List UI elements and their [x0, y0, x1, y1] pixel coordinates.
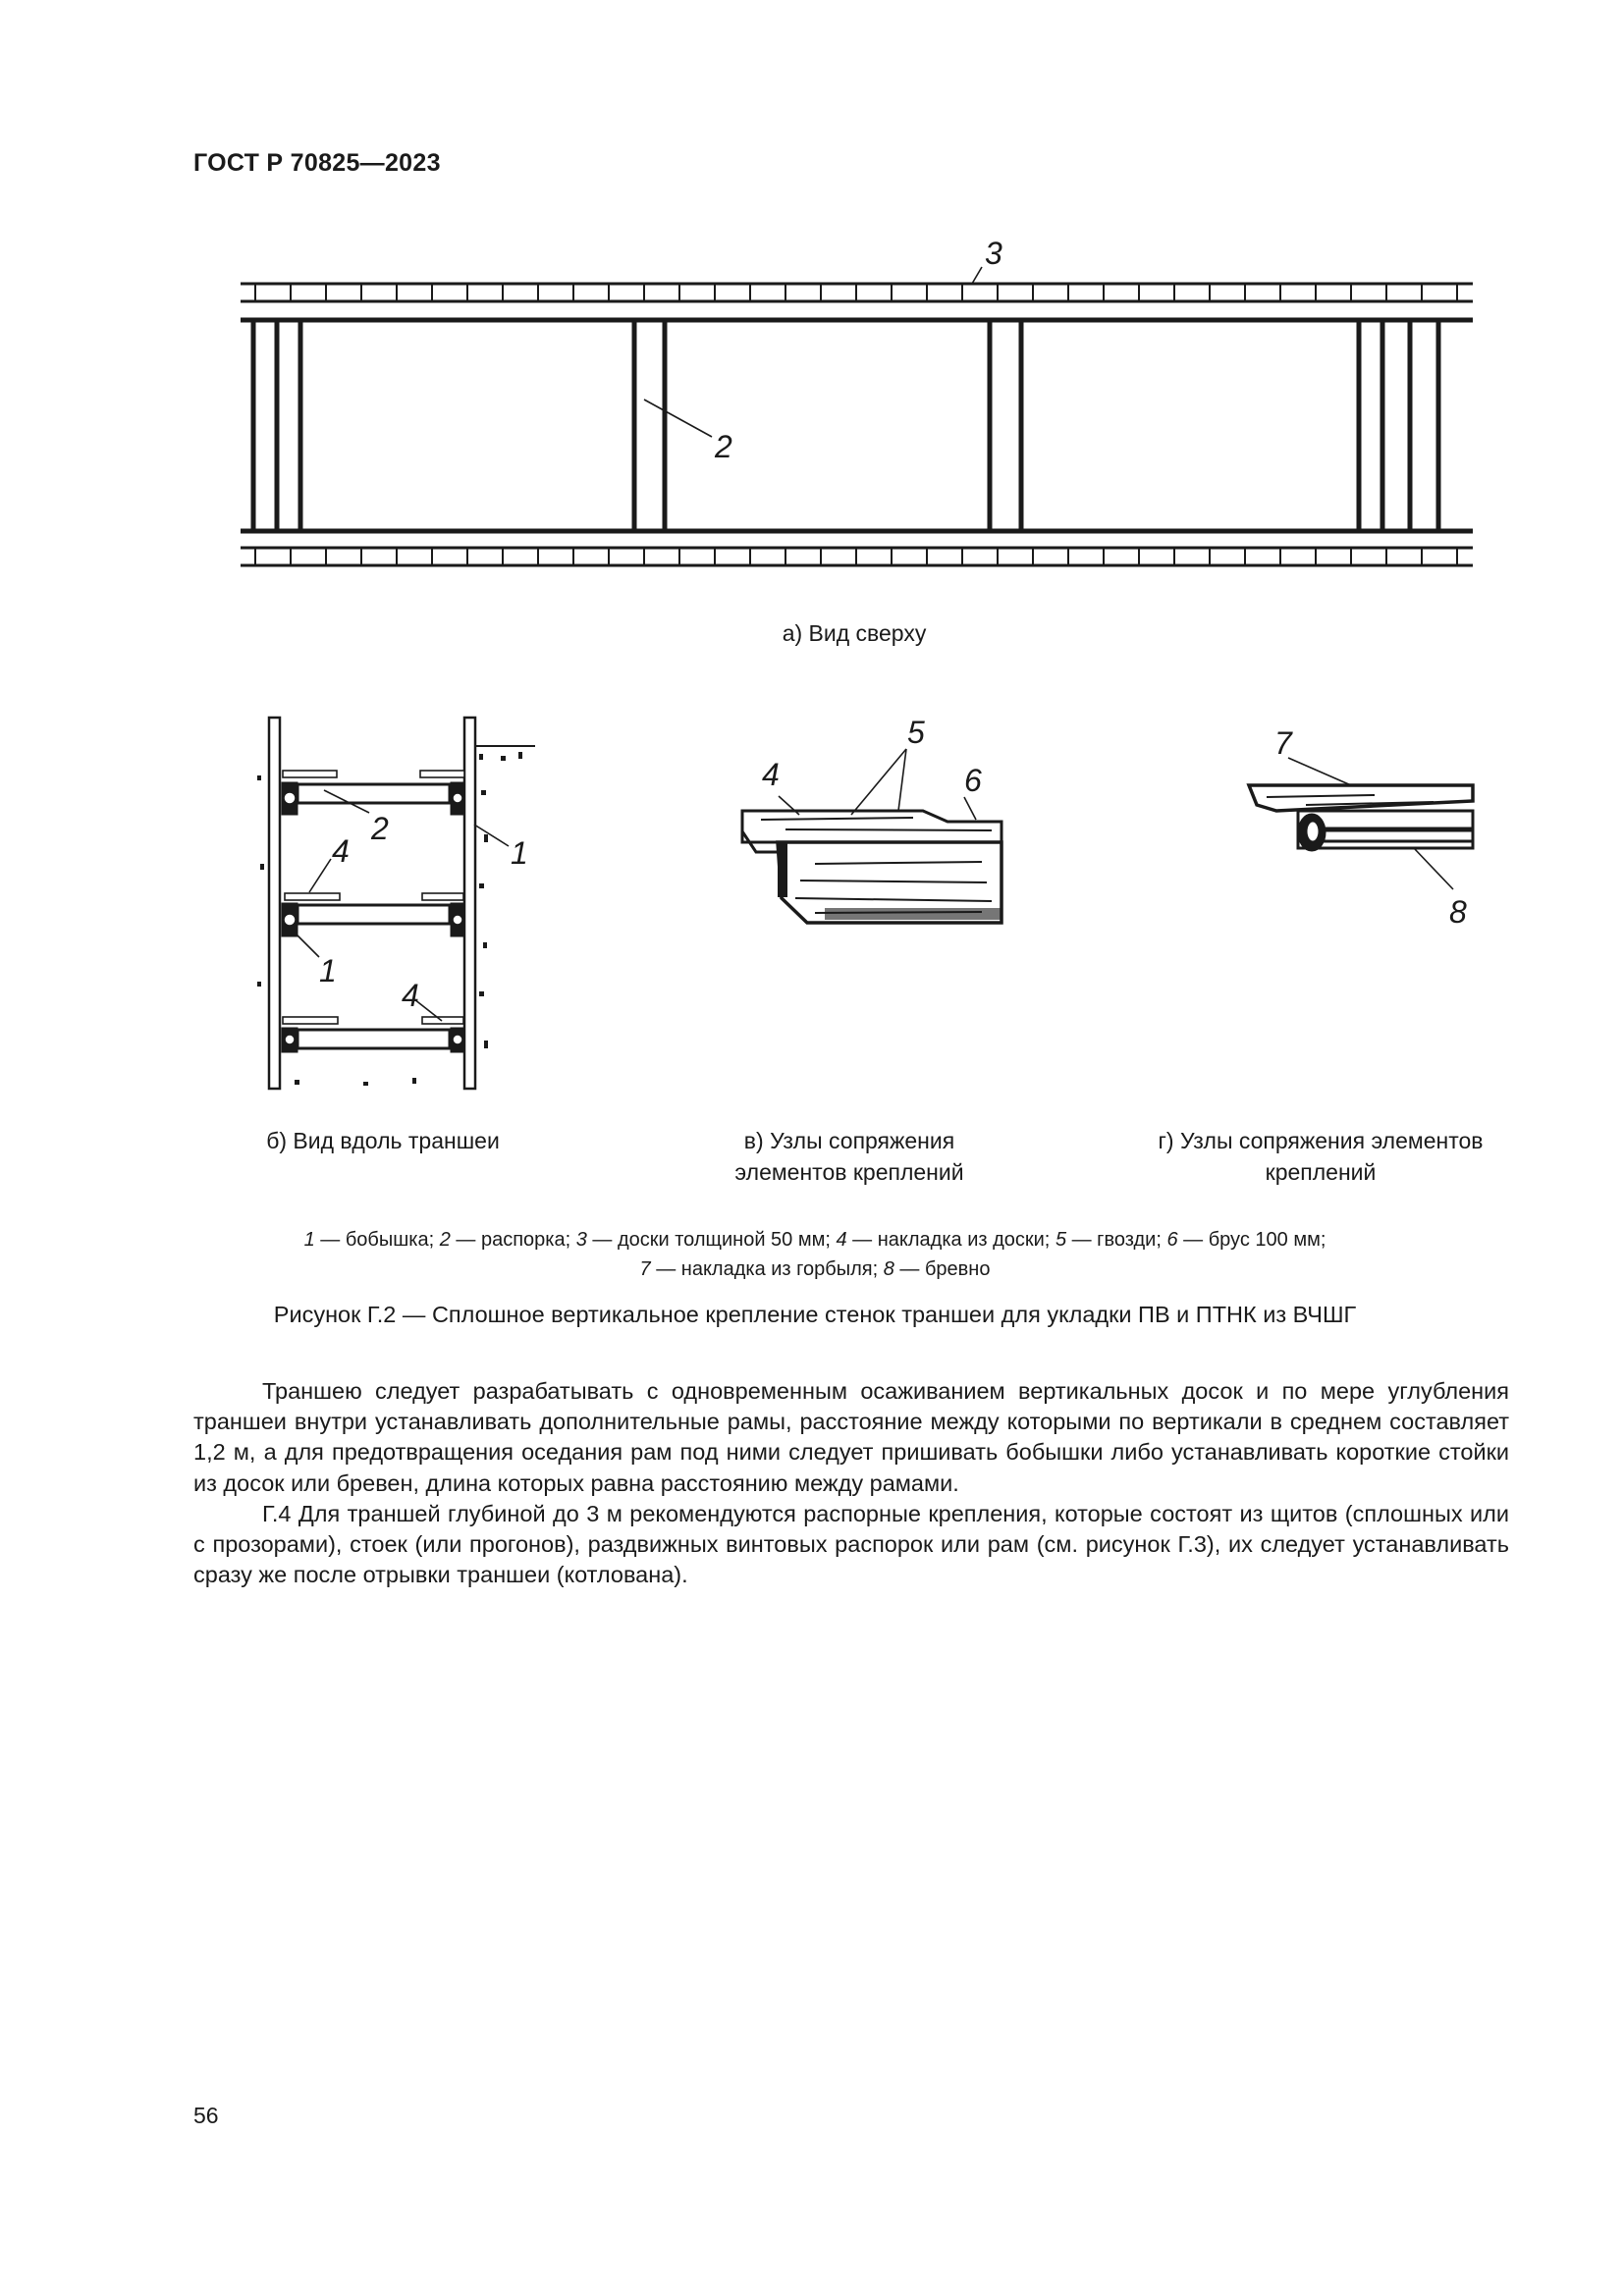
legend-text: — бобышка; [314, 1229, 440, 1251]
document-header: ГОСТ Р 70825—2023 [193, 149, 441, 177]
callout-4-b-bottom: 4 [402, 978, 419, 1013]
caption-v [687, 1125, 1011, 1188]
caption-g-line1: г) Узлы сопряжения элементов [1158, 1128, 1484, 1153]
legend-num: 6 [1166, 1229, 1178, 1251]
legend-num: 4 [836, 1229, 847, 1251]
callout-3: 3 [985, 236, 1002, 271]
caption-b: б) Вид вдоль траншеи [266, 1128, 500, 1153]
caption-g [1129, 1125, 1512, 1188]
page-number: 56 [193, 2103, 219, 2128]
legend-text: — брус 100 мм; [1177, 1229, 1326, 1251]
legend-text: — бревно [893, 1258, 991, 1280]
body-paragraph-1: Траншею следует разрабатывать с одновременным осаживанием вертикальных досок и по мере углубления траншеи внутри устанавливать дополнительные рамы, расстояние между которыми по вертикали в среднем составляет 1,2 м, а для предотвращения оседания рам под ними следует пришивать бобышки либо устанавливать короткие стойки из досок или бревен, длина которых равна расстоянию между рамами. [193, 1378, 1509, 1496]
legend-text: — доски толщиной 50 мм; [586, 1229, 837, 1251]
callout-2: 2 [715, 429, 732, 464]
caption-g-line2: креплений [1265, 1159, 1377, 1185]
figure-legend [196, 1225, 1434, 1284]
legend-num: 2 [439, 1229, 451, 1251]
callout-4-v: 4 [762, 757, 780, 792]
legend-num: 1 [303, 1229, 315, 1251]
caption-v-line1: в) Узлы сопряжения [743, 1128, 955, 1153]
callout-5-v: 5 [907, 715, 925, 750]
legend-line-1 [196, 1225, 1434, 1255]
callout-2-b: 2 [371, 811, 389, 846]
body-paragraph-2: Г.4 Для траншей глубиной до 3 м рекомендуются распорные крепления, которые состоят из щитов (сплошных или с прозорами), стоек (или прогонов), раздвижных винтовых распорок или рам (см. рисунок Г.3), их следует устанавливать сразу же после отрывки траншеи (котлована). [193, 1501, 1509, 1588]
legend-line-2 [196, 1255, 1434, 1284]
legend-text: — накладка из доски; [846, 1229, 1056, 1251]
legend-num: 5 [1055, 1229, 1067, 1251]
figure-title: Рисунок Г.2 — Сплошное вертикальное крепление стенок траншеи для укладки ПВ и ПТНК из ВЧШГ [273, 1302, 1357, 1327]
callout-4-b-top: 4 [332, 833, 350, 869]
callout-1-b-left: 1 [319, 953, 337, 988]
callout-8-g: 8 [1449, 894, 1467, 930]
legend-text: — распорка; [450, 1229, 576, 1251]
legend-text: — накладка из горбыля; [650, 1258, 884, 1280]
caption-a: а) Вид сверху [782, 620, 927, 646]
legend-num: 7 [639, 1258, 651, 1280]
legend-num: 8 [883, 1258, 894, 1280]
legend-num: 3 [575, 1229, 587, 1251]
callout-7-g: 7 [1274, 725, 1292, 761]
legend-text: — гвозди; [1066, 1229, 1167, 1251]
callout-6-v: 6 [964, 763, 982, 798]
caption-v-line2: элементов креплений [734, 1159, 964, 1185]
callout-1-b-right: 1 [511, 835, 528, 871]
